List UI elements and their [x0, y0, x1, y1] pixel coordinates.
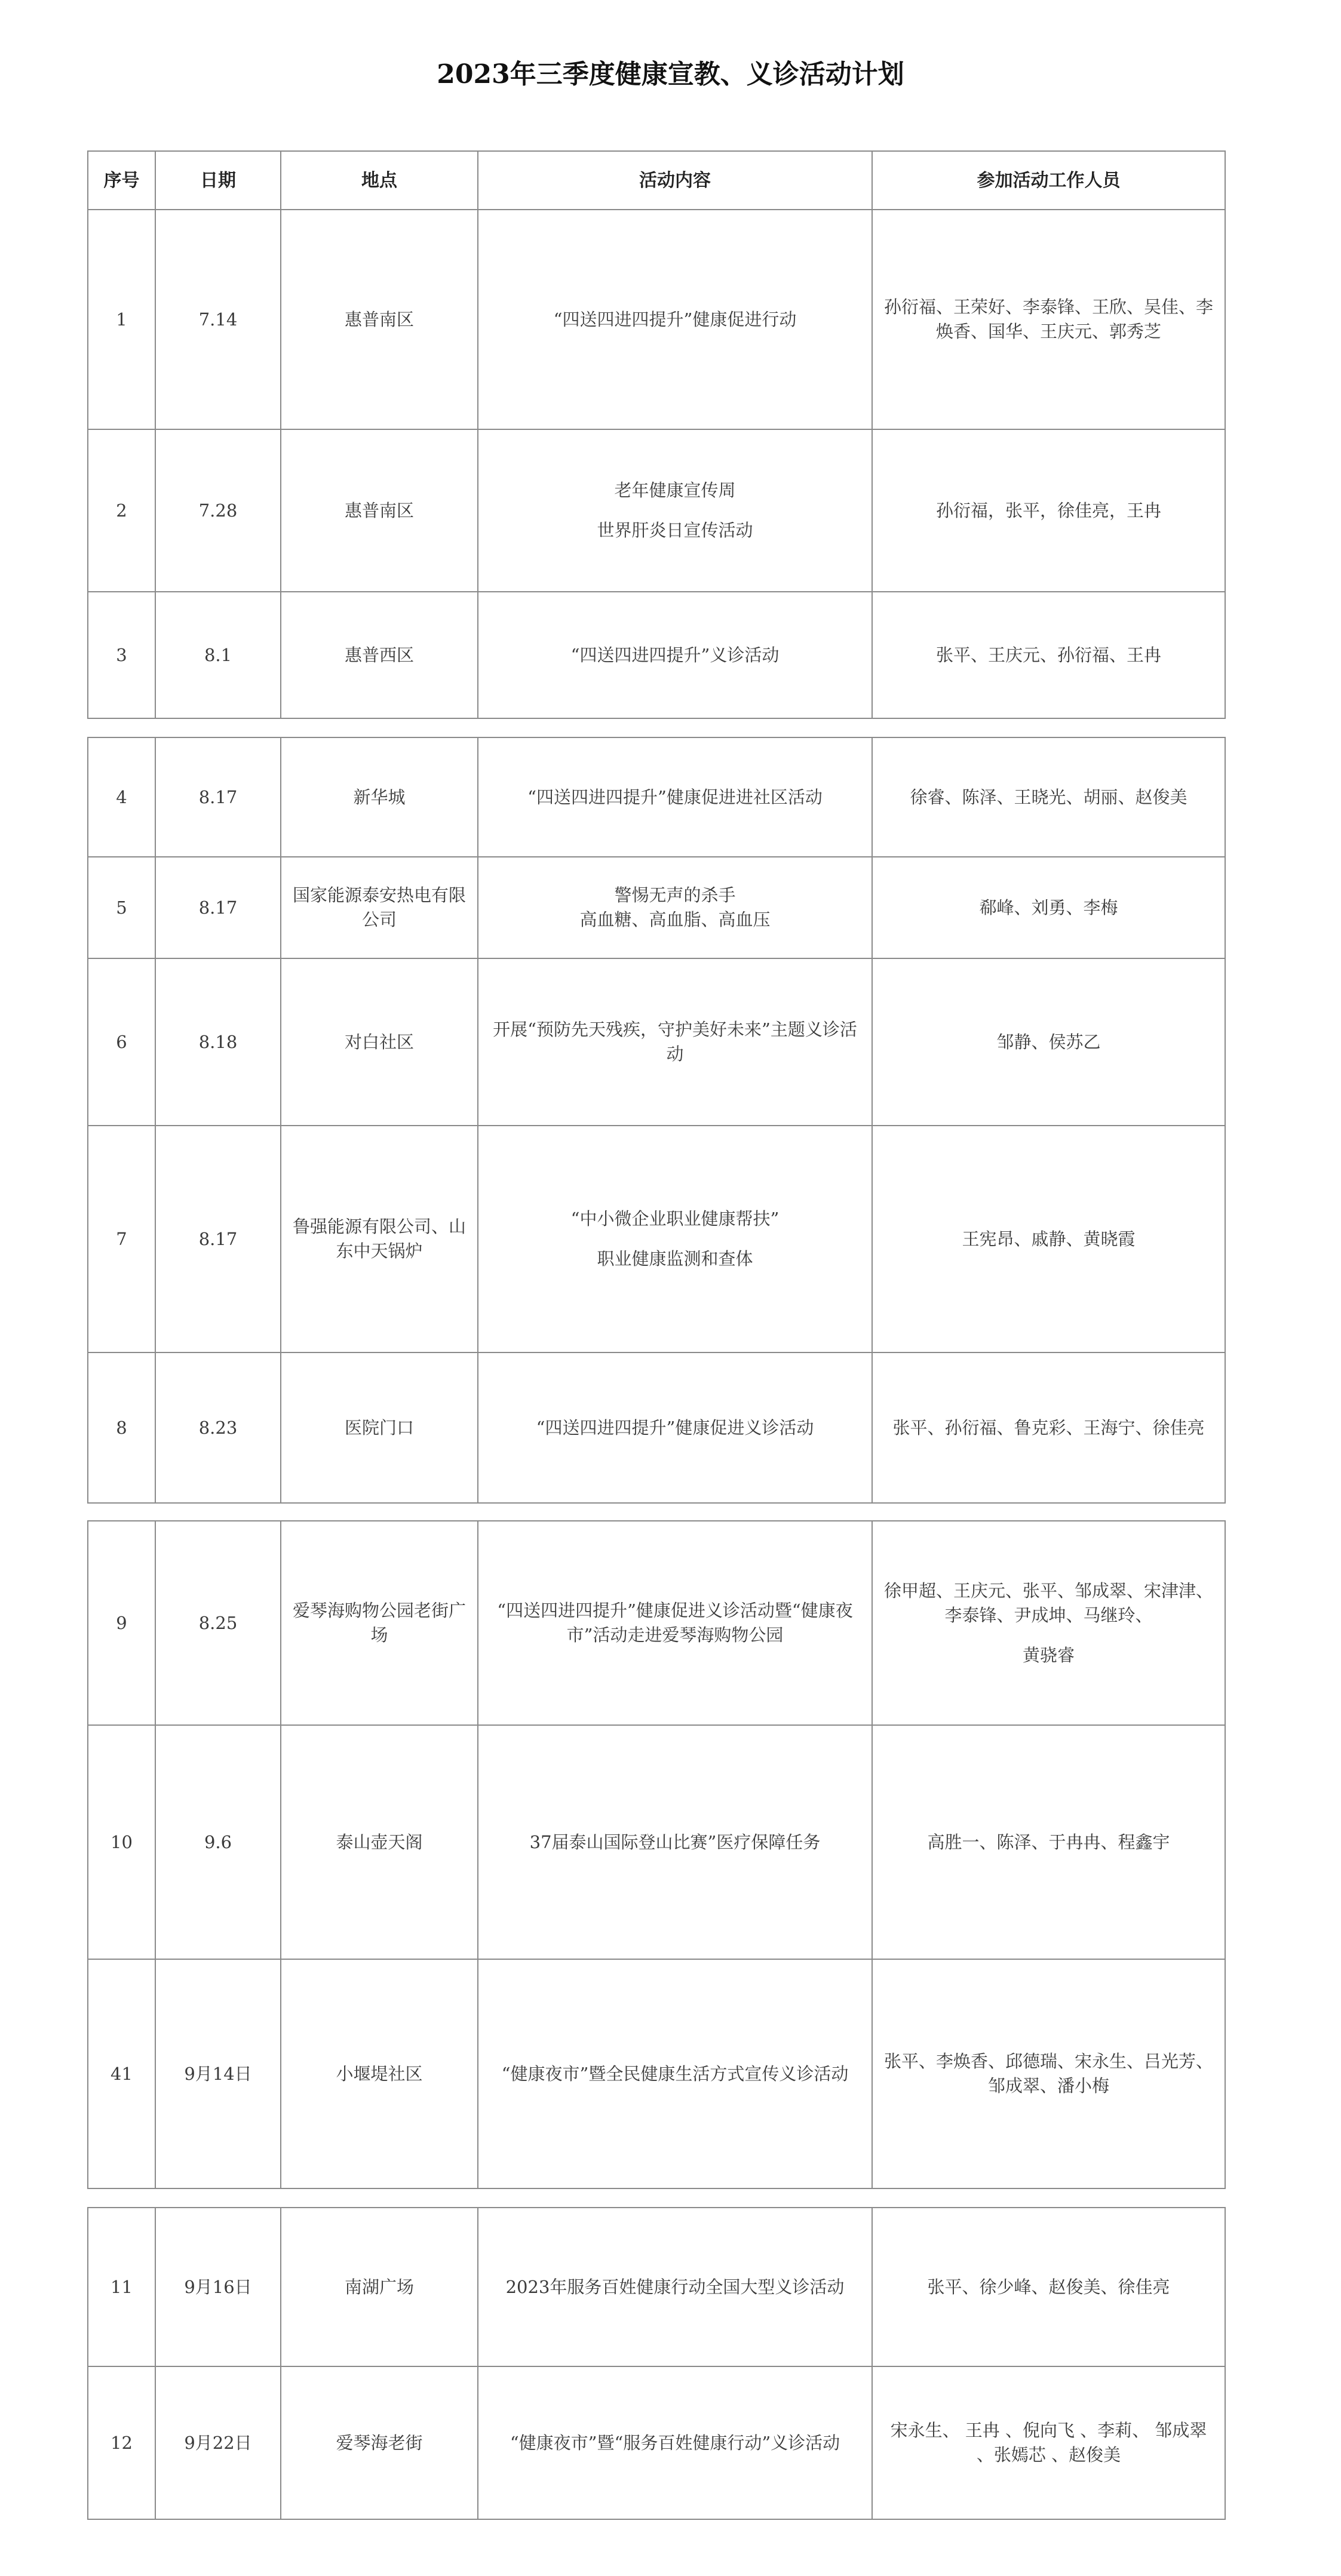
cell-staff — [872, 1521, 1225, 1725]
cell-no: 12 — [88, 2366, 155, 2519]
table-row — [88, 1126, 1225, 1352]
content-line: “中小微企业职业健康帮扶” — [570, 1209, 780, 1229]
cell-place: 鲁强能源有限公司、山东中天锅炉 — [281, 1126, 478, 1352]
header-place: 地点 — [281, 151, 478, 210]
cell-no: 8 — [88, 1352, 155, 1503]
cell-content: 37届泰山国际登山比赛”医疗保障任务 — [478, 1725, 872, 1959]
cell-staff: 张平、孙衍福、鲁克彩、王海宁、徐佳亮 — [872, 1352, 1225, 1503]
cell-no: 1 — [88, 210, 155, 429]
content-line: 世界肝炎日宣传活动 — [597, 520, 753, 540]
plan-table-part-2 — [87, 737, 1226, 1504]
header-staff: 参加活动工作人员 — [872, 151, 1225, 210]
cell-date: 8.17 — [155, 857, 281, 958]
table-row — [88, 592, 1225, 718]
cell-content: “健康夜市”暨“服务百姓健康行动”义诊活动 — [478, 2366, 872, 2519]
cell-content: “四送四进四提升”义诊活动 — [478, 592, 872, 718]
cell-date: 9月14日 — [155, 1959, 281, 2188]
content-line: 职业健康监测和查体 — [597, 1249, 753, 1269]
cell-no: 4 — [88, 737, 155, 857]
cell-date: 8.25 — [155, 1521, 281, 1725]
cell-content: “健康夜市”暨全民健康生活方式宣传义诊活动 — [478, 1959, 872, 2188]
table-row — [88, 857, 1225, 958]
table-row — [88, 2208, 1225, 2366]
cell-content: 开展“预防先天残疾，守护美好未来”主题义诊活动 — [478, 958, 872, 1126]
table-row — [88, 429, 1225, 592]
cell-no: 7 — [88, 1126, 155, 1352]
cell-content: “四送四进四提升”健康促进义诊活动暨“健康夜市”活动走进爱琴海购物公园 — [478, 1521, 872, 1725]
table-row — [88, 1352, 1225, 1503]
cell-content — [478, 857, 872, 958]
cell-staff: 邹静、侯苏乙 — [872, 958, 1225, 1126]
cell-no: 10 — [88, 1725, 155, 1959]
cell-place: 南湖广场 — [281, 2208, 478, 2366]
cell-no: 2 — [88, 429, 155, 592]
cell-content: “四送四进四提升”健康促进义诊活动 — [478, 1352, 872, 1503]
cell-place: 新华城 — [281, 737, 478, 857]
cell-staff: 孙衍福，张平，徐佳亮，王冉 — [872, 429, 1225, 592]
cell-staff: 张平、李焕香、邱德瑞、宋永生、吕光芳、邹成翠、潘小梅 — [872, 1959, 1225, 2188]
table-row — [88, 958, 1225, 1126]
table-row — [88, 737, 1225, 857]
plan-table-part-3 — [87, 1520, 1226, 2189]
cell-place: 泰山壶天阁 — [281, 1725, 478, 1959]
table-row — [88, 1725, 1225, 1959]
cell-content: “四送四进四提升”健康促进行动 — [478, 210, 872, 429]
cell-staff: 郗峰、刘勇、李梅 — [872, 857, 1225, 958]
cell-staff: 徐睿、陈泽、王晓光、胡丽、赵俊美 — [872, 737, 1225, 857]
cell-staff: 张平、徐少峰、赵俊美、徐佳亮 — [872, 2208, 1225, 2366]
cell-date: 9月22日 — [155, 2366, 281, 2519]
cell-date: 8.17 — [155, 737, 281, 857]
cell-staff: 张平、王庆元、孙衍福、王冉 — [872, 592, 1225, 718]
content-line: 警惕无声的杀手 — [614, 885, 736, 905]
table-row — [88, 210, 1225, 429]
cell-date: 7.14 — [155, 210, 281, 429]
cell-place: 小堰堤社区 — [281, 1959, 478, 2188]
cell-date: 9月16日 — [155, 2208, 281, 2366]
cell-date: 8.18 — [155, 958, 281, 1126]
table-header-row — [88, 151, 1225, 210]
cell-staff: 王宪昂、戚静、黄晓霞 — [872, 1126, 1225, 1352]
table-row — [88, 1959, 1225, 2188]
cell-content — [478, 1126, 872, 1352]
staff-line: 黄骁睿 — [1022, 1644, 1075, 1665]
cell-content: “四送四进四提升”健康促进进社区活动 — [478, 737, 872, 857]
cell-content — [478, 429, 872, 592]
plan-table-part-1 — [87, 150, 1226, 719]
cell-place: 爱琴海购物公园老街广场 — [281, 1521, 478, 1725]
cell-staff: 孙衍福、王荣好、李泰锋、王欣、吴佳、李焕香、国华、王庆元、郭秀芝 — [872, 210, 1225, 429]
cell-no: 41 — [88, 1959, 155, 2188]
content-line: 老年健康宣传周 — [614, 480, 736, 500]
page-title: 2023年三季度健康宣教、义诊活动计划 — [437, 59, 904, 90]
cell-no: 3 — [88, 592, 155, 718]
staff-line: 徐甲超、王庆元、张平、邹成翠、宋津津、李泰锋、尹成坤、马继玲、 — [883, 1580, 1213, 1625]
cell-place: 惠普南区 — [281, 210, 478, 429]
cell-staff: 高胜一、陈泽、于冉冉、程鑫宇 — [872, 1725, 1225, 1959]
header-content: 活动内容 — [478, 151, 872, 210]
plan-table-part-4 — [87, 2207, 1226, 2520]
cell-date: 8.23 — [155, 1352, 281, 1503]
cell-no: 5 — [88, 857, 155, 958]
content-line: 高血糖、高血脂、高血压 — [579, 909, 771, 930]
cell-no: 11 — [88, 2208, 155, 2366]
cell-place: 医院门口 — [281, 1352, 478, 1503]
cell-date: 8.1 — [155, 592, 281, 718]
cell-no: 6 — [88, 958, 155, 1126]
cell-date: 7.28 — [155, 429, 281, 592]
cell-date: 8.17 — [155, 1126, 281, 1352]
cell-date: 9.6 — [155, 1725, 281, 1959]
header-date: 日期 — [155, 151, 281, 210]
cell-place: 国家能源泰安热电有限公司 — [281, 857, 478, 958]
table-row — [88, 1521, 1225, 1725]
cell-place: 爱琴海老街 — [281, 2366, 478, 2519]
cell-no: 9 — [88, 1521, 155, 1725]
header-no: 序号 — [88, 151, 155, 210]
cell-place: 惠普南区 — [281, 429, 478, 592]
cell-content: 2023年服务百姓健康行动全国大型义诊活动 — [478, 2208, 872, 2366]
table-row — [88, 2366, 1225, 2519]
cell-staff: 宋永生、 王冉 、倪向飞 、李莉、 邹成翠 、张嫣芯 、赵俊美 — [872, 2366, 1225, 2519]
cell-place: 惠普西区 — [281, 592, 478, 718]
cell-place: 对白社区 — [281, 958, 478, 1126]
